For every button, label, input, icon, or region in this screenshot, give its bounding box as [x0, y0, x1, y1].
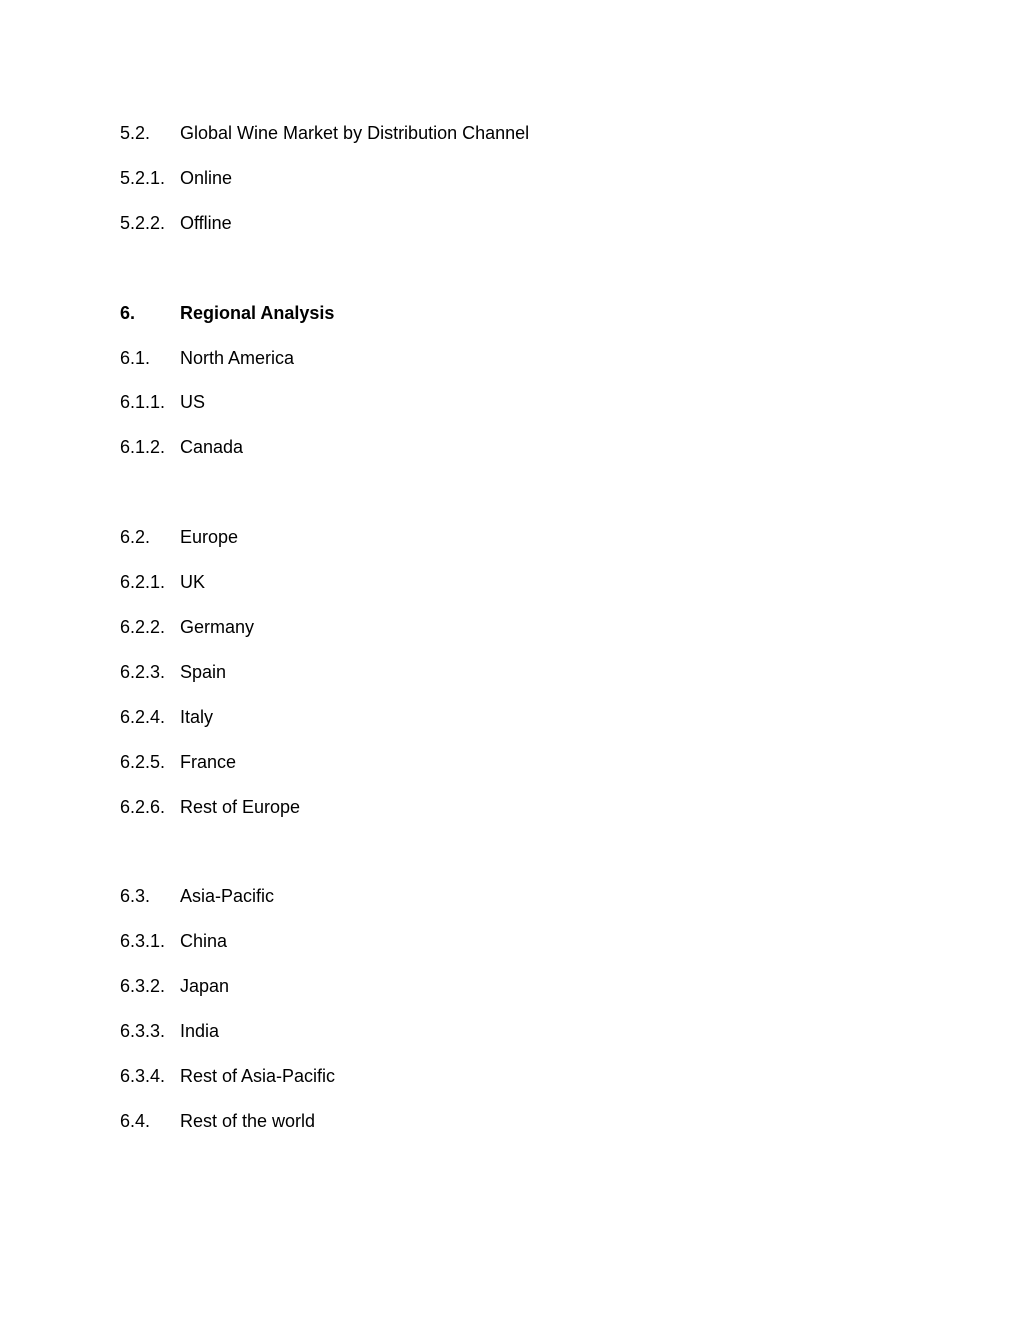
toc-entry-6-3 — [120, 883, 274, 909]
toc-number: 6.2.4. — [120, 707, 166, 727]
toc-entry-5-2-1 — [120, 165, 232, 191]
toc-title: Italy — [180, 707, 214, 727]
toc-title: Germany — [180, 617, 255, 637]
toc-entry-6-2-6 — [120, 794, 300, 820]
toc-entry-6-2-3 — [120, 659, 226, 685]
toc-entry-6-1 — [120, 345, 294, 371]
toc-number: 6.4. — [120, 1111, 151, 1131]
toc-number: 6.3.2. — [120, 976, 166, 996]
toc-number: 5.2. — [120, 123, 151, 143]
toc-title: Canada — [180, 437, 244, 457]
toc-number: 6.2.6. — [120, 797, 166, 817]
toc-title: Japan — [180, 976, 230, 996]
toc-number: 6.2.2. — [120, 617, 166, 637]
toc-entry-6-4 — [120, 1108, 315, 1134]
toc-title: Spain — [180, 662, 227, 682]
toc-number: 6.3. — [120, 886, 151, 906]
toc-number: 6.1.1. — [120, 392, 166, 412]
toc-number: 5.2.1. — [120, 168, 166, 188]
toc-section-heading-6 — [120, 300, 334, 326]
toc-entry-6-2-4 — [120, 704, 213, 730]
toc-title: Online — [180, 168, 233, 188]
toc-entry-5-2-2 — [120, 210, 232, 236]
toc-entry-6-1-2 — [120, 434, 243, 460]
toc-title: Europe — [180, 527, 239, 547]
toc-title: Rest of Asia-Pacific — [180, 1066, 336, 1086]
toc-title: Asia-Pacific — [180, 886, 275, 906]
toc-title: North America — [180, 348, 295, 368]
toc-number: 6.2. — [120, 527, 151, 547]
toc-title: Offline — [180, 213, 232, 233]
toc-number: 5.2.2. — [120, 213, 166, 233]
toc-number: 6.1.2. — [120, 437, 166, 457]
toc-number: 6.3.3. — [120, 1021, 166, 1041]
toc-title: Rest of Europe — [180, 797, 301, 817]
toc-title: Rest of the world — [180, 1111, 316, 1131]
toc-number: 6.2.5. — [120, 752, 166, 772]
toc-entry-6-2-5 — [120, 749, 236, 775]
toc-entry-5-2 — [120, 120, 529, 146]
toc-entry-6-3-3 — [120, 1018, 219, 1044]
toc-entry-6-3-2 — [120, 973, 229, 999]
toc-title: UK — [180, 572, 206, 592]
toc-entry-6-3-1 — [120, 928, 227, 954]
toc-entry-6-1-1 — [120, 389, 205, 415]
toc-entry-6-2-1 — [120, 569, 205, 595]
toc-entry-6-3-4 — [120, 1063, 335, 1089]
toc-number: 6.2.3. — [120, 662, 166, 682]
toc-title: US — [180, 392, 206, 412]
toc-title: Regional Analysis — [180, 303, 335, 323]
toc-title: China — [180, 931, 228, 951]
toc-number: 6.3.1. — [120, 931, 166, 951]
toc-entry-6-2 — [120, 524, 238, 550]
toc-entry-6-2-2 — [120, 614, 254, 640]
toc-title: Global Wine Market by Distribution Channel — [180, 123, 530, 143]
toc-number: 6.3.4. — [120, 1066, 166, 1086]
toc-number: 6.2.1. — [120, 572, 166, 592]
toc-number: 6. — [120, 303, 136, 323]
toc-title: France — [180, 752, 237, 772]
toc-number: 6.1. — [120, 348, 151, 368]
toc-title: India — [180, 1021, 220, 1041]
